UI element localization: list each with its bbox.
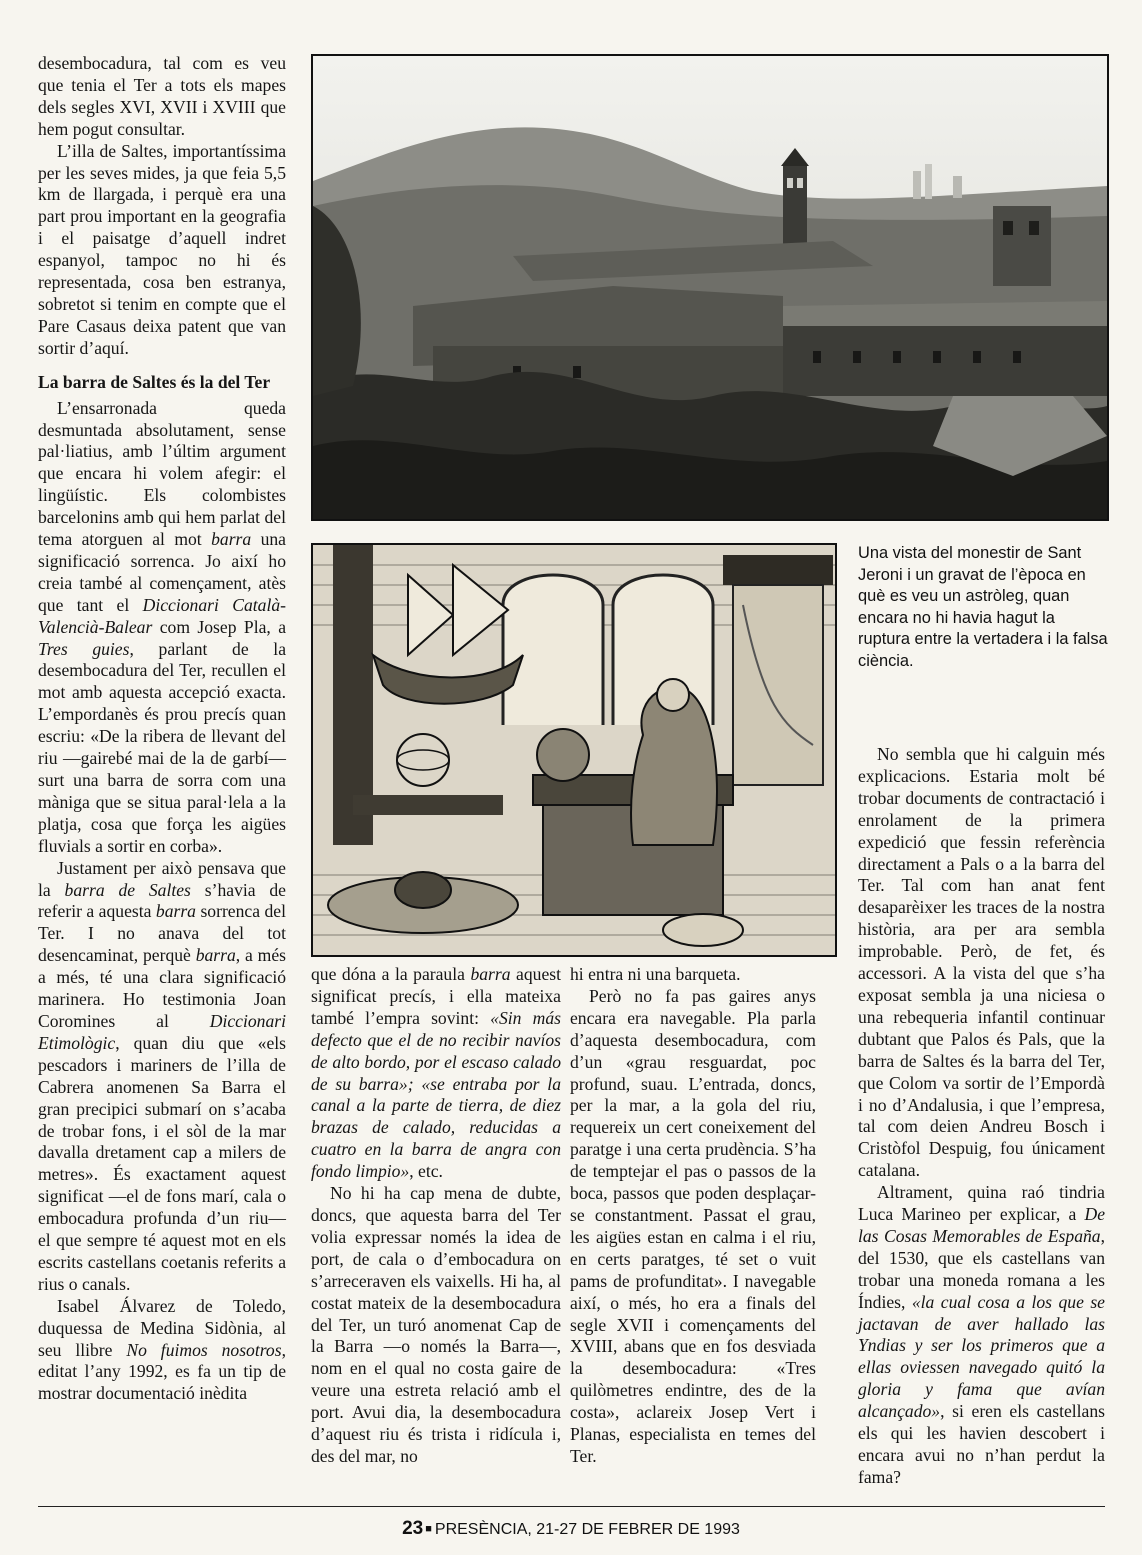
paragraph: L’ensarronada queda desmuntada absolutament, sense pal·liatius, amb l’últim argument que encara hi volem afegir: el lingüístic. Els colombistes barcelonins amb qui hem parlat del tema atorguen al mot barra una significació sorrenca. Jo així ho creia també al començament, atès que tant el Diccionari Català-Valencià-Balear com Josep Pla, a Tres guies, parlant de la desembocadura del Ter, recullen el mot amb aquesta accepció exacta. L’empordanès és prou precís quan escriu: «De la ribera de llevant del riu —gairebé mai de la de garbí— surt una barra de sorra com una màniga que se situa paral·lela a la platja, cosa que força les aigües fluvials a sortir en corba». bbox=[38, 397, 286, 856]
paragraph: No hi ha cap mena de dubte, doncs, que aquesta barra del Ter volia expressar només la idea de port, de cala o d’embocadura on s’arreceraven els vaixells. Hi ha, al costat mateix de la desembocadura del Ter, un turó anomenat Cap de la Barra —o només la Barra—, nom en el qual no costa gaire de veure una estreta relació amb el port. Avui dia, la desembocadura d’aquest riu és trista i ridícula i, des del mar, no bbox=[311, 1183, 561, 1466]
astrologer-engraving bbox=[311, 543, 837, 957]
footer-bullet: ■ bbox=[425, 1523, 432, 1535]
page-footer bbox=[0, 1518, 1142, 1540]
publication-line: PRESÈNCIA, 21-27 DE FEBRER DE 1993 bbox=[434, 1521, 740, 1538]
paragraph: Altrament, quina raó tindria Luca Marineo per explicar, a De las Cosas Memorables de España, del 1530, que els castellans van trobar una moneda romana a les Índies, «la cual cosa a los que se jactavan de aver hallado las Yndias y ser los primeros que a ellas oviessen navegado quitó la gloria y fama que avían alcançado», si eren els castellans els qui les havien descobert i encara avui no n’han perdut la fama? bbox=[858, 1182, 1105, 1487]
section-heading: La barra de Saltes és la del Ter bbox=[38, 371, 271, 392]
paragraph: Justament per això pensava que la barra de Saltes s’havia de referir a aquesta barra sorrenca del Ter. I no anava del tot desencaminat, perquè barra, a més a més, té una clara significació marinera. Ho testimonia Joan Coromines al Diccionari Etimològic, quan diu que «els pescadors i mariners de l’illa de Cabrera anomenen Sa Barra el gran precipici submarí on s’acaba de trobar fons, i el sòl de la mar davalla dretament cap a milers de metres». És exactament aquest significat —el de fons marí, cala o embocadura profunda d’un riu— el que sempre té aquest mot en els escrits castellans coetanis referits a rius o canals. bbox=[38, 857, 286, 1294]
text-column-3 bbox=[570, 964, 816, 1468]
text-column-2 bbox=[311, 964, 561, 1468]
monastery-photo bbox=[311, 54, 1109, 521]
paragraph: L’illa de Saltes, importantíssima per les seves mides, ja que feia 5,5 km de llargada, i perquè era una part prou important en la geografia i el paisatge d’aquell indret espanyol, tampoc no hi és representada, cosa ben estranya, sobretot si tenim en compte que el Pare Casaus deixa patent que van sortir d’aquí. bbox=[38, 140, 286, 358]
text-column-1 bbox=[38, 53, 286, 1405]
image-caption: Una vista del monestir de Sant Jeroni i un gravat de l’època en què es veu un astròleg, quan encara no hi havia hagut la ruptura entre la vertadera i la falsa ciència. bbox=[858, 544, 1108, 670]
paragraph: Isabel Álvarez de Toledo, duquessa de Medina Sidònia, al seu llibre No fuimos nosotros, editat l’any 1992, es fa un tip de mostrar documentació inèdita bbox=[38, 1295, 286, 1404]
paragraph: No sembla que hi calguin més explicacions. Estaria molt bé trobar documents de contractació i enrolament de la primera expedició que fessin referència directament a Pals o a la barra del Ter. Tal com han anat fent desaparèixer les traces de la nostra història, ara per ara sembla improbable. Però, de fet, és accessori. A la vista del que s’ha exposat sembla ja una niciesa o una rebequeria infantil continuar dubtant que Palos és Pals, que la barra de Saltes és la barra del Ter, que Colom va sortir de l’Empordà i no d’Andalusia, i que l’empresa, tal com deien Andreu Bosch i Cristòfol Despuig, fou únicament catalana. bbox=[858, 744, 1105, 1181]
footer-rule bbox=[38, 1506, 1105, 1507]
paragraph: desembocadura, tal com es veu que tenia el Ter a tots els mapes dels segles XVI, XVII i XVIII que hem pogut consultar. bbox=[38, 53, 286, 139]
text-column-4 bbox=[858, 744, 1105, 1489]
page-number: 23 bbox=[402, 1518, 424, 1539]
paragraph: que dóna a la paraula barra aquest significat precís, i ella mateixa també l’empra sovint: «Sin más defecto que el de no recibir navíos de alto bordo, por el escaso calado de su barra»; «se entraba por la canal a la parte de tierra, de diez brazas de calado, reducidas a cuatro en la barra de angra con fondo limpio», etc. bbox=[311, 964, 561, 1182]
paragraph: hi entra ni una barqueta. bbox=[570, 964, 741, 984]
paragraph: Però no fa pas gaires anys encara era navegable. Pla parla d’aquesta desembocadura, com d’un «grau resguardat, poc profund, suau. L’entrada, doncs, per la mar, a la gola del riu, requereix un cert coneixement del paratge i una certa prudència. S’ha de temptejar el pas o passos de la boca, passos que poden desplaçar-se constantment. Passat el grau, les aigües estan en calma i el riu, en certs paratges, té set o vuit pams de profunditat». I navegable així, o més, ho era a finals del segle XVII i començaments del XVIII, abans que en fos desviada la desembocadura: «Tres quilòmetres endintre, des de la costa», aclareix Josep Vert i Planas, especialista en temes del Ter. bbox=[570, 985, 816, 1466]
